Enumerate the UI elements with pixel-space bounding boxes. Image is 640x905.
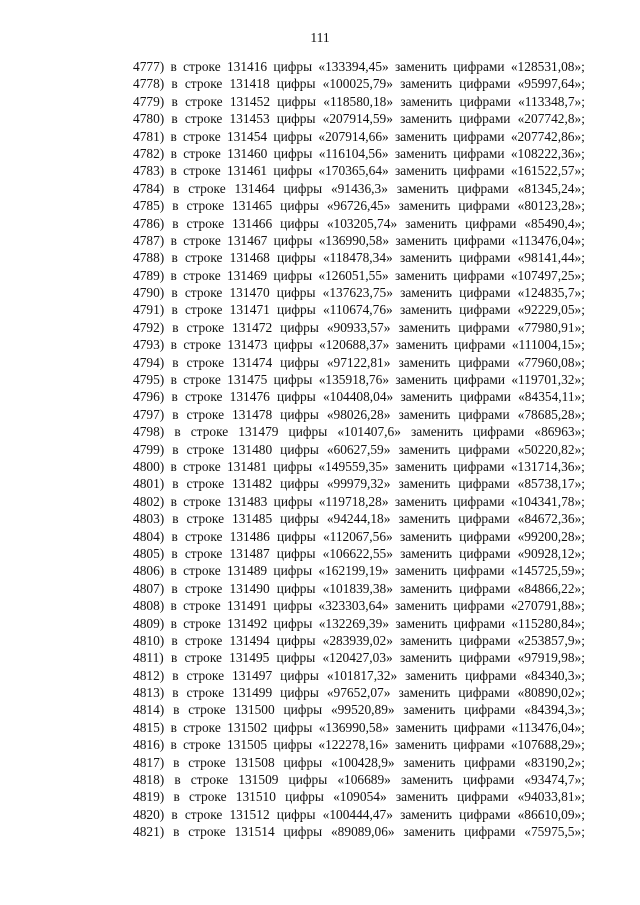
amendment-line: 4798) в строке 131479 цифры «101407,6» заменить цифрами «86963»; (133, 424, 585, 440)
amendment-line: 4796) в строке 131476 цифры «104408,04» заменить цифрами «84354,11»; (133, 389, 585, 405)
amendment-line: 4804) в строке 131486 цифры «112067,56» заменить цифрами «99200,28»; (133, 528, 585, 544)
amendment-line: 4788) в строке 131468 цифры «118478,34» заменить цифрами «98141,44»; (133, 250, 585, 266)
amendment-line: 4820) в строке 131512 цифры «100444,47» заменить цифрами «86610,09»; (133, 806, 585, 822)
amendment-line: 4786) в строке 131466 цифры «103205,74» заменить цифрами «85490,4»; (133, 215, 585, 231)
amendment-line: 4807) в строке 131490 цифры «101839,38» заменить цифрами «84866,22»; (133, 580, 585, 596)
amendment-line: 4790) в строке 131470 цифры «137623,75» заменить цифрами «124835,7»; (133, 285, 585, 301)
amendment-line: 4781) в строке 131454 цифры «207914,66» заменить цифрами «207742,86»; (133, 128, 585, 144)
amendment-list (133, 58, 585, 841)
amendment-line: 4780) в строке 131453 цифры «207914,59» заменить цифрами «207742,8»; (133, 111, 585, 127)
amendment-line: 4785) в строке 131465 цифры «96726,45» заменить цифрами «80123,28»; (133, 198, 585, 214)
amendment-line: 4808) в строке 131491 цифры «323303,64» заменить цифрами «270791,88»; (133, 598, 585, 614)
page-number: 111 (310, 30, 330, 45)
amendment-line: 4797) в строке 131478 цифры «98026,28» заменить цифрами «78685,28»; (133, 406, 585, 422)
amendment-line: 4799) в строке 131480 цифры «60627,59» заменить цифрами «50220,82»; (133, 441, 585, 457)
amendment-line: 4814) в строке 131500 цифры «99520,89» заменить цифрами «84394,3»; (133, 702, 585, 718)
amendment-line: 4818) в строке 131509 цифры «106689» заменить цифрами «93474,7»; (133, 772, 585, 788)
amendment-line: 4789) в строке 131469 цифры «126051,55» заменить цифрами «107497,25»; (133, 267, 585, 283)
amendment-line: 4795) в строке 131475 цифры «135918,76» заменить цифрами «119701,32»; (133, 372, 585, 388)
amendment-line: 4791) в строке 131471 цифры «110674,76» заменить цифрами «92229,05»; (133, 302, 585, 318)
amendment-line: 4787) в строке 131467 цифры «136990,58» заменить цифрами «113476,04»; (133, 232, 585, 248)
amendment-line: 4802) в строке 131483 цифры «119718,28» заменить цифрами «104341,78»; (133, 493, 585, 509)
amendment-line: 4815) в строке 131502 цифры «136990,58» заменить цифрами «113476,04»; (133, 719, 585, 735)
amendment-line: 4810) в строке 131494 цифры «283939,02» заменить цифрами «253857,9»; (133, 632, 585, 648)
amendment-line: 4793) в строке 131473 цифры «120688,37» заменить цифрами «111004,15»; (133, 337, 585, 353)
amendment-line: 4809) в строке 131492 цифры «132269,39» заменить цифрами «115280,84»; (133, 615, 585, 631)
amendment-line: 4816) в строке 131505 цифры «122278,16» заменить цифрами «107688,29»; (133, 737, 585, 753)
amendment-line: 4801) в строке 131482 цифры «99979,32» заменить цифрами «85738,17»; (133, 476, 585, 492)
amendment-line: 4811) в строке 131495 цифры «120427,03» заменить цифрами «97919,98»; (133, 650, 585, 666)
amendment-line: 4777) в строке 131416 цифры «133394,45» заменить цифрами «128531,08»; (133, 59, 585, 74)
amendment-line: 4821) в строке 131514 цифры «89089,06» заменить цифрами «75975,5»; (133, 824, 585, 840)
amendment-line: 4813) в строке 131499 цифры «97652,07» заменить цифрами «80890,02»; (133, 685, 585, 701)
amendment-line: 4784) в строке 131464 цифры «91436,3» заменить цифрами «81345,24»; (133, 180, 585, 196)
amendment-line: 4806) в строке 131489 цифры «162199,19» заменить цифрами «145725,59»; (133, 563, 585, 579)
amendment-line: 4783) в строке 131461 цифры «170365,64» заменить цифрами «161522,57»; (133, 163, 585, 179)
amendment-line: 4800) в строке 131481 цифры «149559,35» заменить цифрами «131714,36»; (133, 458, 585, 474)
amendment-line: 4778) в строке 131418 цифры «100025,79» заменить цифрами «95997,64»; (133, 76, 585, 92)
amendment-line: 4779) в строке 131452 цифры «118580,18» заменить цифрами «113348,7»; (133, 93, 585, 109)
amendment-line: 4819) в строке 131510 цифры «109054» заменить цифрами «94033,81»; (133, 789, 585, 805)
amendment-line: 4782) в строке 131460 цифры «116104,56» заменить цифрами «108222,36»; (133, 145, 585, 161)
amendment-line: 4803) в строке 131485 цифры «94244,18» заменить цифрами «84672,36»; (133, 511, 585, 527)
amendment-line: 4817) в строке 131508 цифры «100428,9» заменить цифрами «83190,2»; (133, 754, 585, 770)
amendment-line: 4794) в строке 131474 цифры «97122,81» заменить цифрами «77960,08»; (133, 354, 585, 370)
amendment-line: 4805) в строке 131487 цифры «106622,55» заменить цифрами «90928,12»; (133, 545, 585, 561)
amendment-line: 4812) в строке 131497 цифры «101817,32» заменить цифрами «84340,3»; (133, 667, 585, 683)
amendment-line: 4792) в строке 131472 цифры «90933,57» заменить цифрами «77980,91»; (133, 319, 585, 335)
